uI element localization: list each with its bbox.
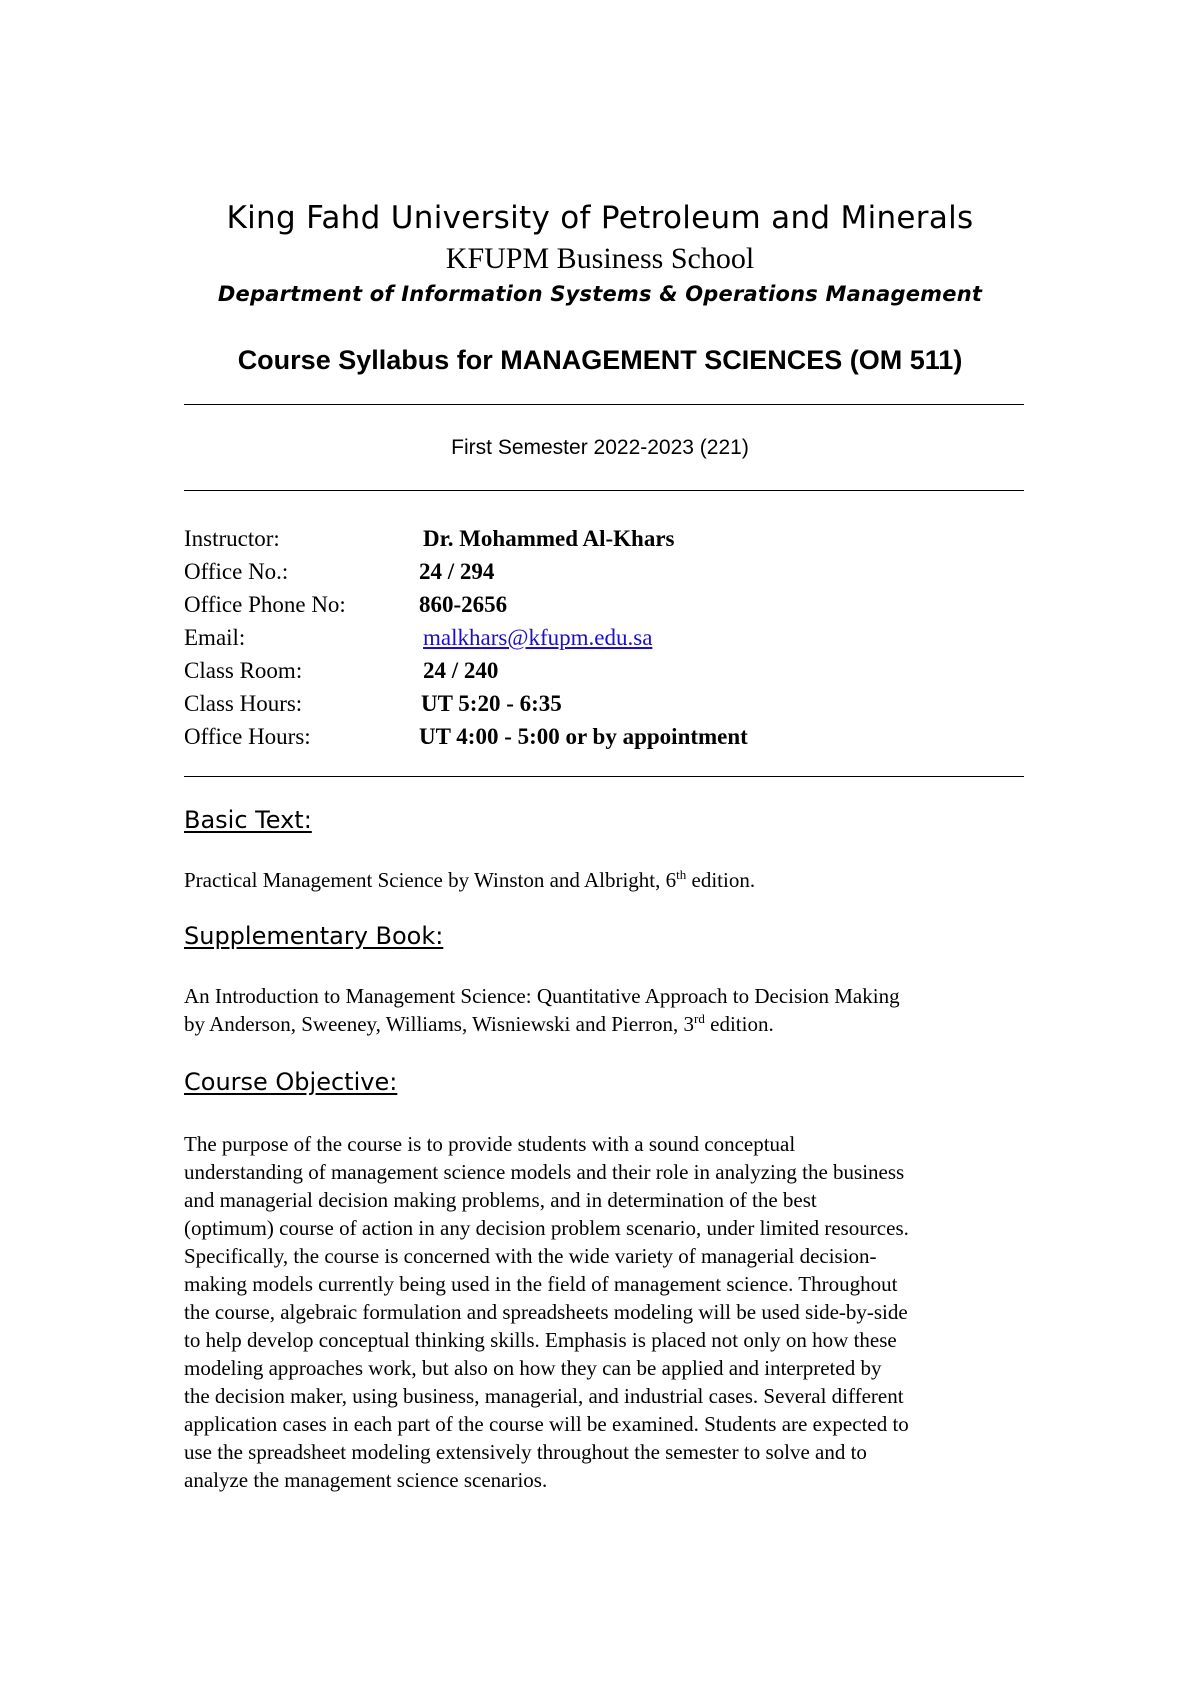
- supplementary-heading: Supplementary Book:: [184, 922, 444, 950]
- supplementary-content: by Anderson, Sweeney, Williams, Wisniewski and Pierron, 3: [184, 1012, 695, 1036]
- info-value: 860-2656: [419, 592, 508, 617]
- edition-suffix: th: [676, 867, 687, 882]
- objective-line: use the spreadsheet modeling extensively throughout the semester to solve and to: [184, 1440, 867, 1464]
- info-label: Instructor:: [184, 526, 280, 551]
- info-value: UT 4:00 - 5:00 or by appointment: [419, 724, 748, 749]
- supplementary-tail: edition.: [704, 1012, 774, 1036]
- info-value: 24 / 294: [419, 559, 495, 584]
- objective-line: Specifically, the course is concerned with the wide variety of managerial decision-: [184, 1244, 877, 1268]
- objective-line: and managerial decision making problems, and in determination of the best: [184, 1188, 817, 1212]
- school-name: KFUPM Business School: [445, 242, 755, 275]
- university-name: King Fahd University of Petroleum and Minerals: [226, 200, 974, 236]
- info-label: Office Hours:: [184, 724, 311, 749]
- objective-heading: Course Objective:: [184, 1068, 398, 1096]
- supplementary-line: An Introduction to Management Science: Quantitative Approach to Decision Making: [184, 984, 900, 1008]
- info-label: Office No.:: [184, 559, 289, 584]
- semester-label: First Semester 2022-2023 (221): [451, 436, 749, 459]
- info-label: Office Phone No:: [184, 592, 346, 617]
- divider: [184, 490, 1024, 491]
- info-label: Class Room:: [184, 658, 303, 683]
- info-value: 24 / 240: [423, 658, 499, 683]
- objective-paragraph: [184, 1130, 909, 1494]
- divider: [184, 404, 1024, 405]
- department-name: Department of Information Systems & Operations Management: [217, 282, 983, 306]
- objective-line: making models currently being used in the field of management science. Throughout: [184, 1272, 898, 1296]
- basic-text-heading: Basic Text:: [184, 806, 312, 834]
- objective-line: analyze the management science scenarios.: [184, 1468, 548, 1492]
- objective-line: understanding of management science models and their role in analyzing the business: [184, 1160, 905, 1184]
- objective-line: (optimum) course of action in any decision problem scenario, under limited resources.: [184, 1216, 909, 1240]
- basic-text-paragraph: [184, 866, 1034, 894]
- info-value: Dr. Mohammed Al-Khars: [423, 526, 675, 551]
- basic-text-content: Practical Management Science by Winston and Albright, 6: [184, 868, 677, 892]
- supplementary-line: [184, 1010, 1034, 1038]
- email-link[interactable]: malkhars@kfupm.edu.sa: [423, 625, 653, 650]
- objective-line: modeling approaches work, but also on how they can be applied and interpreted by: [184, 1356, 882, 1380]
- info-value: UT 5:20 - 6:35: [421, 691, 562, 716]
- objective-line: the decision maker, using business, managerial, and industrial cases. Several different: [184, 1384, 904, 1408]
- objective-line: the course, algebraic formulation and spreadsheets modeling will be used side-by-side: [184, 1300, 908, 1324]
- basic-text-tail: edition.: [686, 868, 756, 892]
- objective-line: to help develop conceptual thinking skills. Emphasis is placed not only on how these: [184, 1328, 897, 1352]
- info-label: Class Hours:: [184, 691, 303, 716]
- course-title: Course Syllabus for MANAGEMENT SCIENCES (OM 511): [237, 345, 963, 375]
- objective-line: The purpose of the course is to provide students with a sound conceptual: [184, 1132, 796, 1156]
- divider: [184, 776, 1024, 777]
- supplementary-paragraph: [184, 982, 1034, 1038]
- objective-line: application cases in each part of the course will be examined. Students are expected to: [184, 1412, 909, 1436]
- edition-suffix: rd: [694, 1011, 705, 1026]
- info-label: Email:: [184, 625, 246, 650]
